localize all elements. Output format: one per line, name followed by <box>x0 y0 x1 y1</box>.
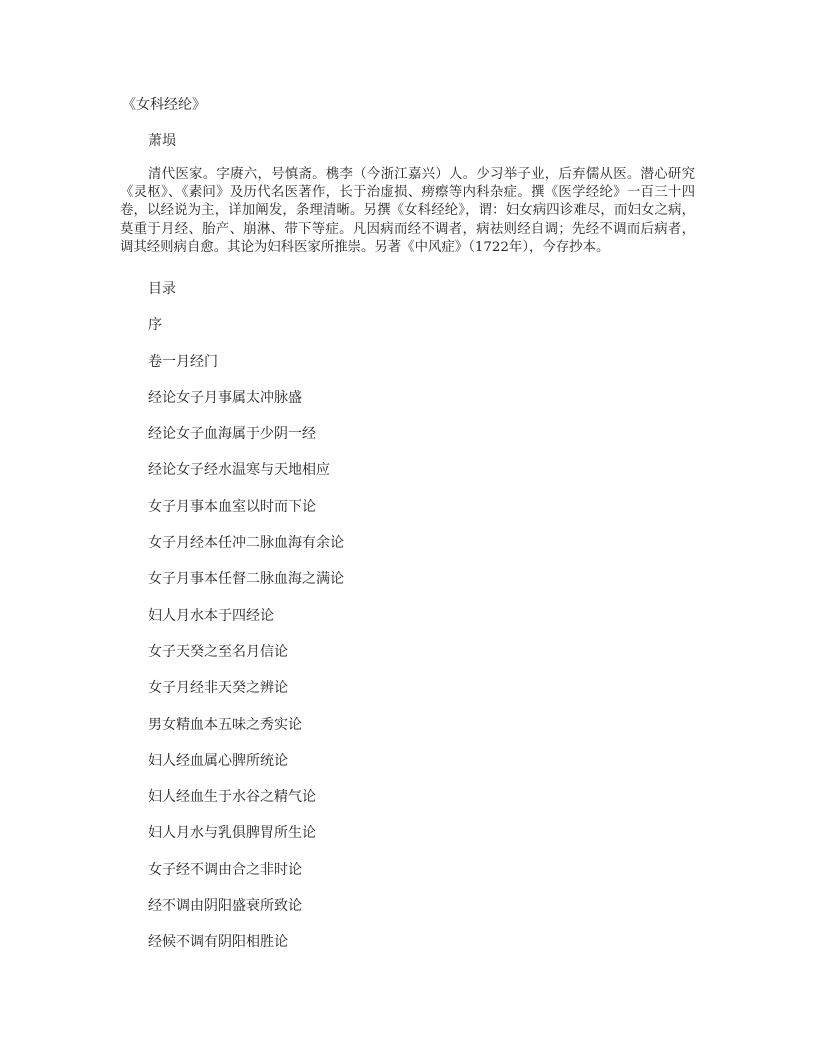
toc-item: 妇人月水与乳俱脾胃所生论 <box>148 825 316 842</box>
toc-item: 经不调由阴阳盛衰所致论 <box>148 898 302 915</box>
toc-item: 女子月事本任督二脉血海之满论 <box>148 571 344 588</box>
toc-item: 妇人经血属心脾所统论 <box>148 752 288 769</box>
toc-item: 经论女子经水温寒与天地相应 <box>148 462 330 479</box>
toc-item-preface: 序 <box>148 317 162 334</box>
toc-item: 女子月经非天癸之辨论 <box>148 680 288 697</box>
toc-item: 女子天癸之至名月信论 <box>148 643 288 660</box>
toc-item: 女子月经本任冲二脉血海有余论 <box>148 535 344 552</box>
author-name: 萧埙 <box>148 133 176 149</box>
toc-item: 经论女子月事属太冲脉盛 <box>148 389 302 406</box>
toc-item-volume-1: 卷一月经门 <box>148 353 218 370</box>
toc-item: 妇人经血生于水谷之精气论 <box>148 789 316 806</box>
toc-item: 女子经不调由合之非时论 <box>148 861 302 878</box>
toc-item: 经论女子血海属于少阴一经 <box>148 426 316 443</box>
toc-item: 经候不调有阴阳相胜论 <box>148 934 288 951</box>
toc-item: 男女精血本五味之秀实论 <box>148 716 302 733</box>
toc-item: 女子月事本血室以时而下论 <box>148 498 316 515</box>
toc-heading: 目录 <box>148 281 176 297</box>
author-biography: 清代医家。字赓六，号慎斋。槜李（今浙江嘉兴）人。少习举子业，后弃儒从医。潜心研究《灵枢》、《素问》及历代名医著作，长于治虚损、痨瘵等内科杂症。撰《医学经纶》一百三十四卷，以经说为主，详加阐发，条理清晰。另撰《女科经纶》，谓：妇女病四诊难尽，而妇女之病，莫重于月经、胎产、崩淋、带下等症。凡因病而经不调者，病祛则经自调；先经不调而后病者，调其经则病自愈。其论为妇科医家所推崇。另著《中风症》（1722年），今存抄本。 <box>120 167 695 255</box>
book-title: 《女科经纶》 <box>122 97 206 113</box>
toc-item: 妇人月水本于四经论 <box>148 607 274 624</box>
table-of-contents <box>148 280 344 970</box>
